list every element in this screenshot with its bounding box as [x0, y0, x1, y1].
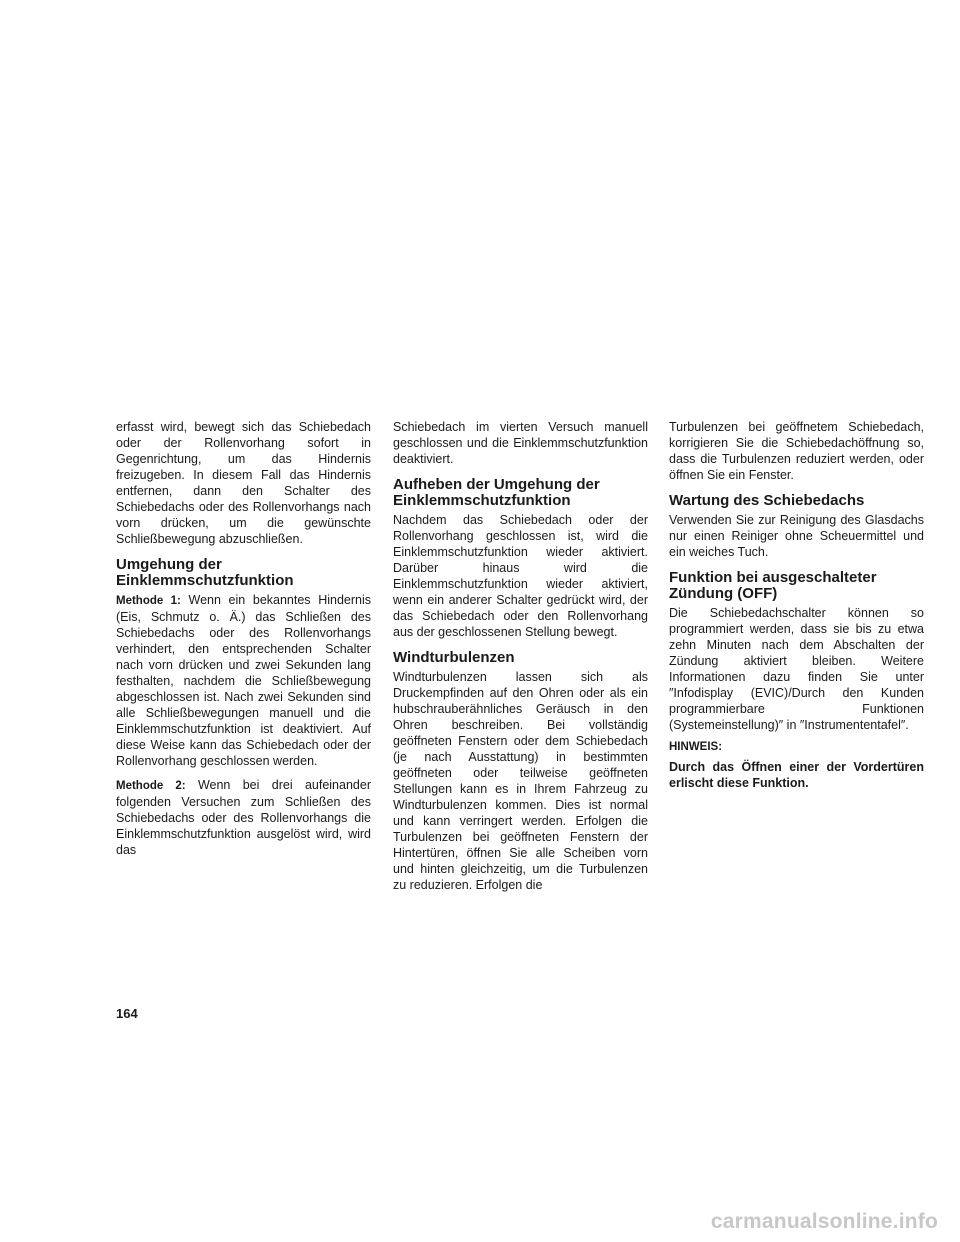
method-1-paragraph	[116, 592, 371, 769]
wartung-paragraph: Verwenden Sie zur Reinigung des Glasdachs nur einen Reiniger ohne Scheuermittel und ein weiches Tuch.	[669, 513, 924, 559]
col3-intro: Turbulenzen bei geöffnetem Schiebedach, korrigieren Sie die Schiebedachöffnung so, dass die Turbulenzen reduziert werden, oder öffnen Sie ein Fenster.	[669, 420, 924, 482]
column-2	[393, 419, 648, 901]
heading-wartung: Wartung des Schiebedachs	[669, 492, 865, 509]
watermark: carmanualsonline.info	[710, 1210, 938, 1233]
heading-aufheben: Aufheben der Umgehung der Einklemmschutzfunktion	[393, 476, 600, 509]
windturbulenzen-paragraph: Windturbulenzen lassen sich als Druckempfinden auf den Ohren oder als ein hubschrauberähnliches Geräusch in den Ohren beschreiben. Bei vollständig geöffneten Fenstern oder dem Schiebedach (je nach Ausstattung) in bestimmten geöffneten oder teilweise geöffneten Stellungen kann es in Ihrem Fahrzeug zu Windturbulenzen kommen. Dies ist normal und kann verringert werden. Erfolgen die Turbulenzen bei geöffneten Fenstern der Hintertüren, öffnen Sie alle Scheiben vorn und hinten gleichzeitig, um die Turbulenzen zu reduzieren. Erfolgen die	[393, 670, 648, 892]
method-2-label: Methode 2:	[116, 780, 186, 792]
method-1-text: Wenn ein bekanntes Hindernis (Eis, Schmutz o. Ä.) das Schließen des Schiebedachs oder des Rollenvorhangs verhindert, den entsprechenden Schalter nach vorn drücken und zwei Sekunden lang festhalten, nachdem die Schließbewegung abgeschlossen ist. Nach zwei Sekunden sind alle Schließbewegungen manuell und die Einklemmschutzfunktion ist deaktiviert. Auf diese Weise kann das Schiebedach oder der Rollenvorhang geschlossen werden.	[116, 593, 371, 768]
method-2-text: Wenn bei drei aufeinander folgenden Versuchen zum Schließen des Schiebedachs oder des Rollenvorhangs die Einklemmschutzfunktion ausgelöst wird, wird das	[116, 778, 371, 857]
page-number: 164	[116, 1006, 138, 1021]
funktion-off-paragraph: Die Schiebedachschalter können so programmiert werden, dass sie bis zu etwa zehn Minuten nach dem Abschalten der Zündung aktiviert bleiben. Weitere Informationen dazu finden Sie unter ″Infodisplay (EVIC)/Durch den Kunden programmierbare Funktionen (Systemeinstellung)″ in ″Instrumententafel″.	[669, 606, 924, 732]
method-1-label: Methode 1:	[116, 595, 181, 607]
column-3	[669, 419, 924, 799]
heading-funktion-off: Funktion bei ausgeschalteter Zündung (OFF)	[669, 569, 877, 602]
heading-windturbulenzen: Windturbulenzen	[393, 649, 515, 666]
aufheben-paragraph: Nachdem das Schiebedach oder der Rollenvorhang geschlossen ist, wird die Einklemmschutzfunktion wieder aktiviert. Darüber hinaus wird die Einklemmschutzfunktion wieder aktiviert, wenn ein anderer Schalter gedrückt wird, der das Schiebedach oder den Rollenvorhang aus der geschlossenen Stellung bewegt.	[393, 513, 648, 639]
note-title: HINWEIS:	[669, 741, 723, 753]
method-2-paragraph	[116, 777, 371, 858]
heading-umgehung: Umgehung der Einklemmschutzfunktion	[116, 556, 294, 589]
col2-intro: Schiebedach im vierten Versuch manuell geschlossen und die Einklemmschutzfunktion deaktiviert.	[393, 420, 648, 466]
note-text: Durch das Öffnen einer der Vordertüren erlischt diese Funktion.	[669, 760, 924, 790]
column-1	[116, 419, 371, 866]
col1-intro: erfasst wird, bewegt sich das Schiebedach oder der Rollenvorhang sofort in Gegenrichtung, um das Hindernis freizugeben. In diesem Fall das Hindernis entfernen, dann den Schalter des Schiebedachs oder des Rollenvorhangs nach vorn drücken, um die gewünschte Schließbewegung abzuschließen.	[116, 420, 371, 546]
